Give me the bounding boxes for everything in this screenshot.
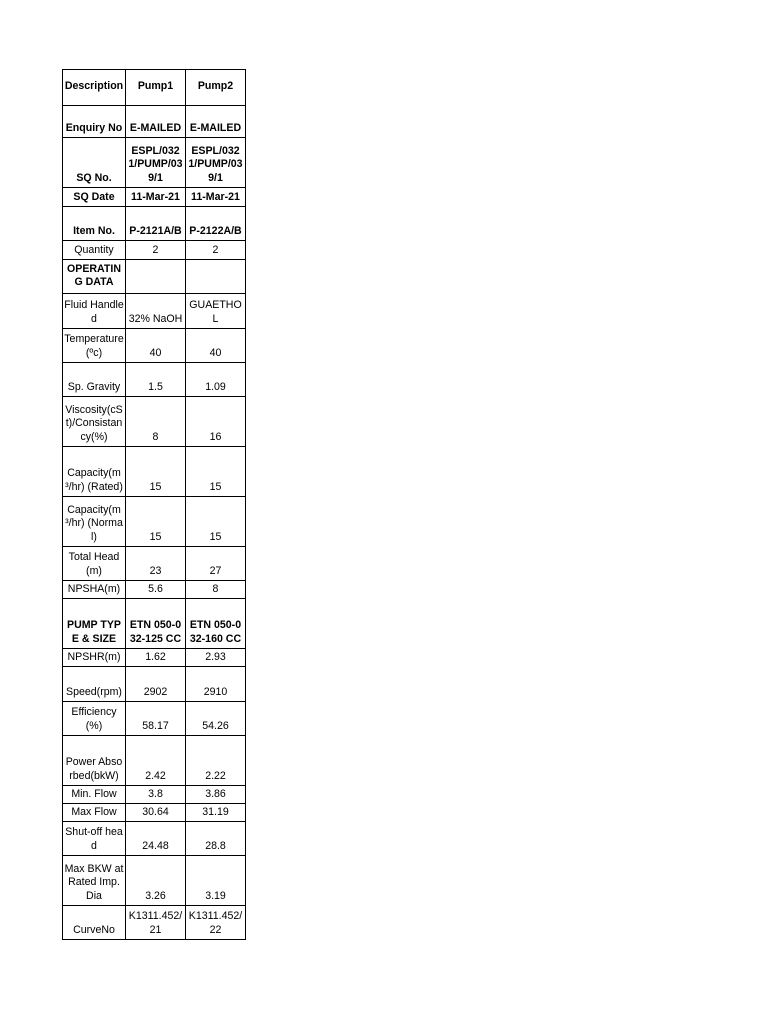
row-label-cell: Enquiry No	[63, 106, 126, 138]
row-label-cell: NPSHA(m)	[63, 581, 126, 599]
pump1-value-cell: 11-Mar-21	[126, 188, 186, 207]
pump1-value-cell: K1311.452/21	[126, 906, 186, 940]
row-label-cell: Viscosity(cSt)/Consistancy(%)	[63, 397, 126, 447]
table-row	[63, 649, 246, 667]
row-label-cell: Fluid Handled	[63, 294, 126, 329]
row-label-cell: Power Absorbed(bkW)	[63, 736, 126, 786]
table-row	[63, 106, 246, 138]
row-label-cell: Max BKW at Rated Imp. Dia	[63, 856, 126, 906]
row-label-cell: SQ Date	[63, 188, 126, 207]
pump2-value-cell: ETN 050-032-160 CC	[186, 599, 246, 649]
pump2-value-cell: GUAETHOL	[186, 294, 246, 329]
table-row	[63, 581, 246, 599]
row-label-cell: Description	[63, 70, 126, 106]
pump2-value-cell: 2	[186, 241, 246, 260]
table-row	[63, 906, 246, 940]
pump1-value-cell: 3.26	[126, 856, 186, 906]
pump2-value-cell: 1.09	[186, 363, 246, 397]
table-row	[63, 856, 246, 906]
table-row	[63, 547, 246, 581]
row-label-cell: PUMP TYPE & SIZE	[63, 599, 126, 649]
pump2-value-cell: E-MAILED	[186, 106, 246, 138]
pump1-value-cell: ETN 050-032-125 CC	[126, 599, 186, 649]
pump2-value-cell: 2910	[186, 667, 246, 702]
row-label-cell: Speed(rpm)	[63, 667, 126, 702]
table-row	[63, 241, 246, 260]
pump2-value-cell: K1311.452/22	[186, 906, 246, 940]
pump1-value-cell: 30.64	[126, 804, 186, 822]
table-row	[63, 207, 246, 241]
pump1-value-cell: 2.42	[126, 736, 186, 786]
pump1-value-cell: 2902	[126, 667, 186, 702]
pump1-value-cell: 58.17	[126, 702, 186, 736]
row-label-cell: OPERATING DATA	[63, 260, 126, 294]
pump2-value-cell: 2.22	[186, 736, 246, 786]
pump2-value-cell: 8	[186, 581, 246, 599]
pump-data-table	[62, 69, 246, 940]
table-row	[63, 294, 246, 329]
pump1-value-cell: 32% NaOH	[126, 294, 186, 329]
table-row	[63, 599, 246, 649]
table-row	[63, 702, 246, 736]
pump1-value-cell: P-2121A/B	[126, 207, 186, 241]
row-label-cell: Item No.	[63, 207, 126, 241]
pump1-value-cell: Pump1	[126, 70, 186, 106]
pump2-value-cell: P-2122A/B	[186, 207, 246, 241]
row-label-cell: CurveNo	[63, 906, 126, 940]
row-label-cell: NPSHR(m)	[63, 649, 126, 667]
pump2-value-cell: 16	[186, 397, 246, 447]
pump2-value-cell: 3.19	[186, 856, 246, 906]
pump2-value-cell: 15	[186, 497, 246, 547]
pump1-value-cell: 3.8	[126, 786, 186, 804]
pump2-value-cell: 31.19	[186, 804, 246, 822]
table-row	[63, 667, 246, 702]
table-row	[63, 260, 246, 294]
row-label-cell: Max Flow	[63, 804, 126, 822]
table-row	[63, 804, 246, 822]
pump2-value-cell: 28.8	[186, 822, 246, 856]
pump1-value-cell: 1.62	[126, 649, 186, 667]
table-row	[63, 329, 246, 363]
pump2-value-cell: ESPL/0321/PUMP/039/1	[186, 138, 246, 188]
table-row	[63, 447, 246, 497]
pump1-value-cell: 5.6	[126, 581, 186, 599]
table-row	[63, 786, 246, 804]
table-row	[63, 138, 246, 188]
pump2-value-cell: 3.86	[186, 786, 246, 804]
pump2-value-cell: 27	[186, 547, 246, 581]
pump2-value-cell	[186, 260, 246, 294]
row-label-cell: Quantity	[63, 241, 126, 260]
pump2-value-cell: 2.93	[186, 649, 246, 667]
pump1-value-cell: E-MAILED	[126, 106, 186, 138]
pump1-value-cell: 24.48	[126, 822, 186, 856]
pump1-value-cell: 15	[126, 497, 186, 547]
table-row	[63, 397, 246, 447]
row-label-cell: SQ No.	[63, 138, 126, 188]
row-label-cell: Min. Flow	[63, 786, 126, 804]
pump1-value-cell: 2	[126, 241, 186, 260]
pump2-value-cell: 11-Mar-21	[186, 188, 246, 207]
pump2-value-cell: 54.26	[186, 702, 246, 736]
table-row	[63, 736, 246, 786]
table-row	[63, 497, 246, 547]
table-row	[63, 822, 246, 856]
row-label-cell: Temperature (ºc)	[63, 329, 126, 363]
pump1-value-cell: ESPL/0321/PUMP/039/1	[126, 138, 186, 188]
pump1-value-cell: 1.5	[126, 363, 186, 397]
table-body	[63, 70, 246, 940]
row-label-cell: Capacity(m³/hr) (Normal)	[63, 497, 126, 547]
table-row	[63, 188, 246, 207]
row-label-cell: Total Head(m)	[63, 547, 126, 581]
pump2-value-cell: 15	[186, 447, 246, 497]
row-label-cell: Shut-off head	[63, 822, 126, 856]
row-label-cell: Capacity(m³/hr) (Rated)	[63, 447, 126, 497]
pump1-value-cell	[126, 260, 186, 294]
pump1-value-cell: 40	[126, 329, 186, 363]
pump1-value-cell: 8	[126, 397, 186, 447]
table-row	[63, 363, 246, 397]
pump2-value-cell: 40	[186, 329, 246, 363]
pump2-value-cell: Pump2	[186, 70, 246, 106]
pump1-value-cell: 15	[126, 447, 186, 497]
table-row	[63, 70, 246, 106]
row-label-cell: Efficiency(%)	[63, 702, 126, 736]
row-label-cell: Sp. Gravity	[63, 363, 126, 397]
pump1-value-cell: 23	[126, 547, 186, 581]
